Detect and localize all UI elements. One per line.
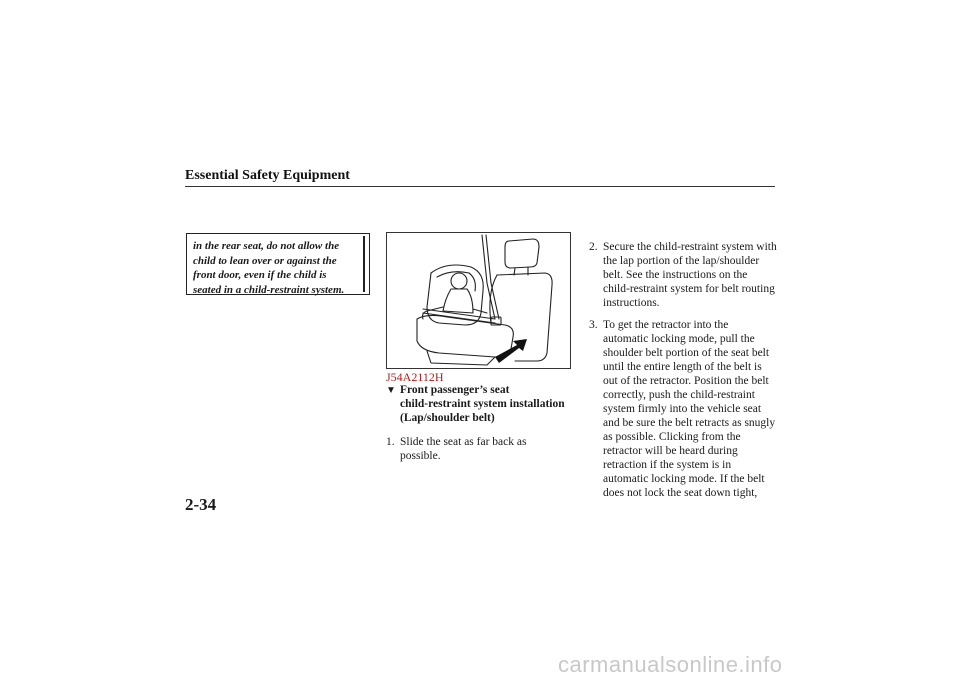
step-number: 2.: [589, 241, 598, 253]
step-1: [386, 435, 586, 463]
warning-line: in the rear seat, do not allow the: [193, 240, 340, 252]
step-line: To get the retractor into the: [603, 319, 729, 331]
step-number: 1.: [386, 436, 395, 448]
warning-line: seated in a child-restraint system.: [193, 283, 345, 296]
warning-box-bar: [363, 236, 365, 292]
step-line: automatic locking mode. If the belt: [603, 473, 765, 485]
step-line: Slide the seat as far back as: [400, 436, 527, 448]
subheading-line: (Lap/shoulder belt): [400, 412, 495, 424]
page-number: 2-34: [185, 495, 217, 514]
warning-line: front door, even if the child is: [193, 269, 327, 281]
child-seat-illustration: [386, 232, 571, 369]
subheading-line: child-restraint system installation: [400, 398, 565, 410]
section-title: Essential Safety Equipment: [185, 168, 350, 183]
subheading-line: Front passenger’s seat: [400, 384, 510, 396]
step-line: shoulder belt portion of the seat belt: [603, 347, 770, 359]
header-divider: [185, 186, 775, 187]
warning-box: [186, 233, 370, 295]
step-line: the lap portion of the lap/shoulder: [603, 255, 760, 267]
warning-line: child to lean over or against the: [193, 254, 337, 267]
step-line: as possible. Clicking from the: [603, 431, 741, 443]
step-line: out of the retractor. Position the belt: [603, 375, 769, 387]
step-line: retractor will be heard during: [603, 445, 738, 457]
step-2: [589, 240, 784, 310]
step-line: child-restraint system for belt routing: [603, 283, 775, 295]
step-line: Secure the child-restraint system with: [603, 241, 777, 253]
step-line: instructions.: [603, 297, 660, 309]
step-number: 3.: [589, 319, 598, 331]
figure-code: J54A2112H: [386, 370, 444, 384]
child-seat-icon: [387, 233, 570, 368]
triangle-marker-icon: ▼: [386, 385, 396, 396]
step-line: possible.: [400, 450, 441, 462]
step-line: correctly, push the child-restraint: [603, 389, 755, 401]
step-line: does not lock the seat down tight,: [603, 487, 758, 499]
subheading: [386, 383, 586, 425]
step-line: retraction if the system is in: [603, 459, 732, 471]
step-line: automatic locking mode, pull the: [603, 333, 755, 345]
step-line: belt. See the instructions on the: [603, 269, 748, 281]
watermark: carmanualsonline.info: [558, 652, 783, 677]
step-line: and be sure the belt retracts as snugly: [603, 417, 776, 429]
step-line: until the entire length of the belt is: [603, 361, 762, 373]
step-line: system firmly into the vehicle seat: [603, 403, 762, 415]
step-3: [589, 318, 784, 500]
